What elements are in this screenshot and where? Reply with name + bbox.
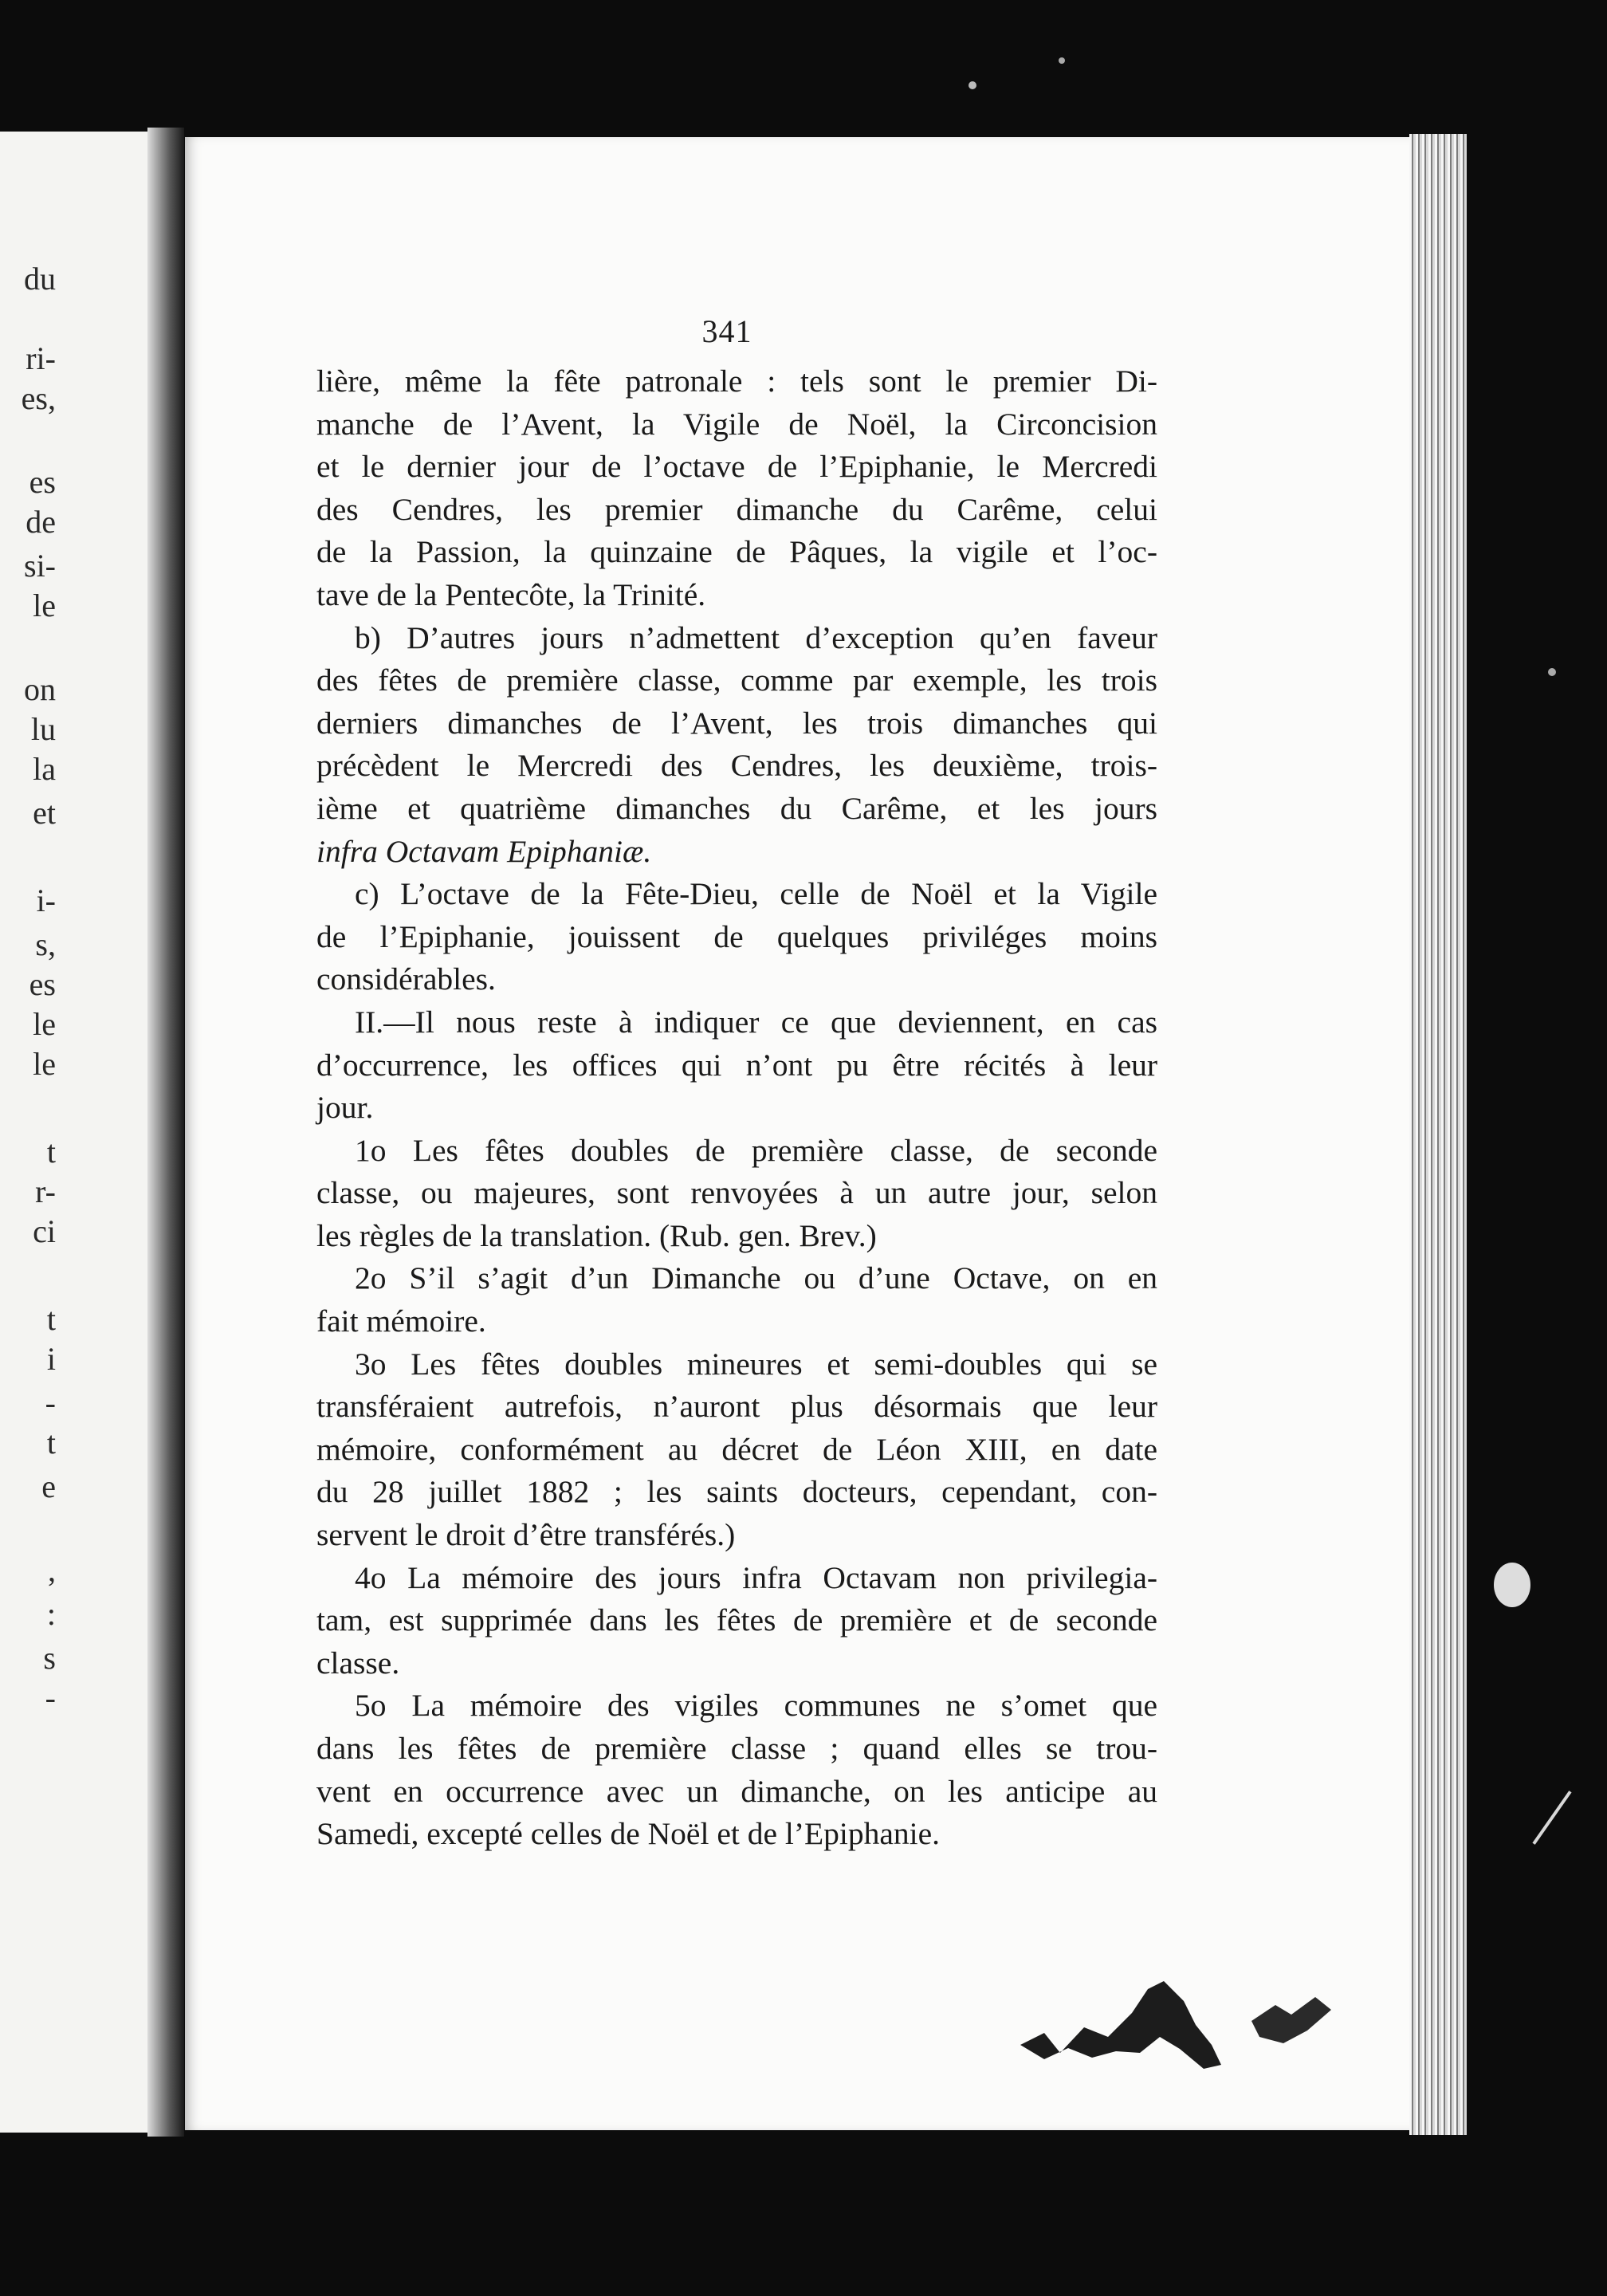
margin-text-fragment: es xyxy=(29,966,56,1002)
text-line: lière, même la fête patronale : tels sont le premier Di- xyxy=(316,364,1157,399)
text-line: les règles de la translation. (Rub. gen. Brev.) xyxy=(316,1217,877,1253)
body-text xyxy=(316,360,1157,1856)
margin-text-fragment: s xyxy=(43,1640,56,1676)
margin-text-fragment: r- xyxy=(35,1174,56,1209)
margin-text-fragment: - xyxy=(45,1680,56,1716)
page-stack-edges xyxy=(1409,134,1467,2135)
margin-text-fragment: si- xyxy=(24,548,56,584)
text-line: jour. xyxy=(316,1090,374,1126)
margin-text-fragment: s, xyxy=(35,926,56,962)
margin-text-fragment: on xyxy=(24,671,56,707)
paper-speck xyxy=(1494,1563,1530,1607)
text-line: infra Octavam Epiphaniæ. xyxy=(316,833,652,869)
margin-text-fragment: : xyxy=(46,1596,56,1632)
margin-text-fragment: le xyxy=(33,588,56,623)
text-line: dans les fêtes de première classe ; quand elles se trou- xyxy=(316,1731,1157,1766)
text-line: tave de la Pentecôte, la Trinité. xyxy=(316,576,706,612)
text-line: 3o Les fêtes doubles mineures et semi-doubles qui se xyxy=(355,1346,1157,1382)
text-line: transféraient autrefois, n’auront plus désormais que leur xyxy=(316,1389,1157,1425)
text-line: de la Passion, la quinzaine de Pâques, la vigile et l’oc- xyxy=(316,534,1157,570)
margin-text-fragment: la xyxy=(33,751,56,787)
text-line: b) D’autres jours n’admettent d’exception qu’en faveur xyxy=(355,619,1157,655)
margin-text-fragment: ri- xyxy=(26,340,56,376)
text-line: derniers dimanches de l’Avent, les trois dimanches qui xyxy=(316,705,1157,741)
paper-speck xyxy=(1059,57,1065,64)
margin-text-fragment: , xyxy=(48,1552,56,1588)
text-line: de l’Epiphanie, jouissent de quelques priviléges moins xyxy=(316,918,1157,954)
text-line: servent le droit d’être transférés.) xyxy=(316,1517,736,1553)
margin-text-fragment: lu xyxy=(30,711,56,747)
text-line: précèdent le Mercredi des Cendres, les deuxième, trois- xyxy=(316,748,1157,784)
text-line: tam, est supprimée dans les fêtes de première et de seconde xyxy=(316,1602,1157,1638)
text-line: classe. xyxy=(316,1645,400,1681)
text-line: d’occurrence, les offices qui n’ont pu être récités à leur xyxy=(316,1047,1157,1083)
margin-text-fragment: t xyxy=(46,1425,56,1461)
margin-text-fragment: es, xyxy=(21,380,56,416)
text-line: considérables. xyxy=(316,961,496,997)
text-line: 1o Les fêtes doubles de première classe, de seconde xyxy=(355,1132,1157,1168)
paper-speck xyxy=(1548,668,1556,676)
text-line: II.—Il nous reste à indiquer ce que deviennent, en cas xyxy=(355,1004,1157,1040)
text-line: Samedi, excepté celles de Noël et de l’Epiphanie. xyxy=(316,1816,940,1852)
text-line: 4o La mémoire des jours infra Octavam non privilegia- xyxy=(355,1559,1157,1595)
text-line: et le dernier jour de l’octave de l’Epiphanie, le Mercredi xyxy=(316,449,1157,485)
margin-text-fragment: t xyxy=(46,1134,56,1170)
text-line: mémoire, conformément au décret de Léon XIII, en date xyxy=(316,1431,1157,1467)
text-line: 5o La mémoire des vigiles communes ne s’omet que xyxy=(355,1688,1157,1724)
ink-stain xyxy=(1012,1957,1347,2077)
previous-page-edge xyxy=(0,132,153,2133)
margin-text-fragment: le xyxy=(33,1006,56,1042)
margin-text-fragment: i- xyxy=(36,883,56,918)
text-line: des fêtes de première classe, comme par exemple, les trois xyxy=(316,662,1157,698)
margin-text-fragment: t xyxy=(46,1301,56,1337)
text-line: ième et quatrième dimanches du Carême, et les jours xyxy=(316,790,1157,826)
paper-speck xyxy=(969,81,976,89)
margin-text-fragment: de xyxy=(26,504,56,540)
text-line: du 28 juillet 1882 ; les saints docteurs, cependant, con- xyxy=(316,1474,1157,1510)
text-line: fait mémoire. xyxy=(316,1303,486,1339)
book-gutter-shadow xyxy=(147,128,184,2137)
text-line: des Cendres, les premier dimanche du Carême, celui xyxy=(316,491,1157,527)
scratch-mark xyxy=(1532,1791,1571,1845)
page-number: 341 xyxy=(701,313,752,349)
margin-text-fragment: et xyxy=(33,795,56,831)
margin-text-fragment: du xyxy=(24,261,56,297)
margin-text-fragment: ci xyxy=(33,1213,56,1249)
margin-text-fragment: - xyxy=(45,1385,56,1421)
text-line: c) L’octave de la Fête-Dieu, celle de Noël et la Vigile xyxy=(355,876,1157,912)
margin-text-fragment: es xyxy=(29,464,56,500)
margin-text-fragment: e xyxy=(41,1468,56,1504)
margin-text-fragment: i xyxy=(46,1341,56,1377)
text-line: manche de l’Avent, la Vigile de Noël, la Circoncision xyxy=(316,406,1157,442)
text-line: vent en occurrence avec un dimanche, on les anticipe au xyxy=(316,1773,1157,1809)
margin-text-fragment: le xyxy=(33,1046,56,1082)
text-line: classe, ou majeures, sont renvoyées à un autre jour, selon xyxy=(316,1175,1157,1211)
text-line: 2o S’il s’agit d’un Dimanche ou d’une Octave, on en xyxy=(355,1260,1157,1296)
